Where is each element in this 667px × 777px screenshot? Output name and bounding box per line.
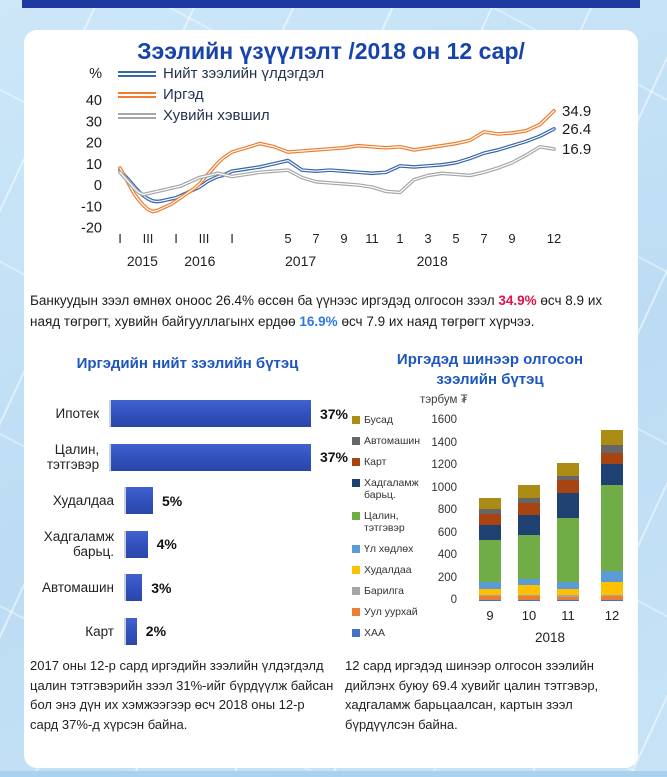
bar (126, 487, 153, 514)
x-axis-tick: I (230, 231, 234, 246)
stacked-y-tick: 800 (437, 504, 457, 516)
y-axis-tick: -10 (81, 199, 102, 216)
y-axis-tick: -20 (81, 220, 102, 237)
legend-line-swatch (118, 92, 156, 98)
x-axis-year-label: 2016 (184, 253, 216, 269)
summary-part1: Банкуудын зээл өмнөх оноос 26.4% өссөн ба үүнээс иргэдэд олгосон зээл (30, 293, 499, 308)
bar-segment (601, 571, 623, 582)
bar-segment (601, 453, 623, 465)
hbar-chart-title: Иргэдийн нийт зээлийн бүтэц (76, 355, 299, 372)
bar-segment (557, 463, 579, 476)
bar-segment (557, 518, 579, 582)
legend-item (118, 84, 324, 105)
x-axis-tick: 3 (424, 231, 432, 246)
stacked-x-tick: 10 (521, 608, 537, 623)
loan-structure-bar-chart (30, 392, 348, 653)
bar-category-label: Худалдаа (52, 493, 114, 509)
bar-category-label: Ипотек (55, 406, 100, 422)
y-axis-tick: 0 (93, 178, 102, 194)
legend-label: ХАА (364, 626, 386, 639)
bar-segment (518, 503, 540, 515)
legend-label: Уул уурхай (364, 605, 418, 618)
legend-label: Нийт зээлийн үлдэгдэл (163, 65, 325, 82)
stacked-bar (518, 485, 540, 601)
line-chart-legend (118, 63, 324, 126)
bar-row (30, 436, 348, 480)
bottom-accent-strip (0, 771, 667, 777)
x-axis-tick: 5 (284, 231, 292, 246)
bar (126, 618, 137, 645)
bar (111, 444, 311, 471)
bar-value-label: 5% (162, 492, 183, 509)
series-end-value-label: 26.4 (562, 120, 592, 138)
legend-label: Иргэд (163, 86, 204, 103)
bar-track (124, 487, 348, 514)
x-axis-tick: III (198, 231, 210, 246)
bar-segment (479, 540, 501, 582)
bar-segment (601, 600, 623, 601)
stacked-y-tick: 0 (450, 594, 457, 606)
stacked-y-tick: 600 (437, 526, 457, 539)
bar-segment (557, 582, 579, 589)
bar-segment (518, 600, 540, 601)
legend-color-swatch (352, 416, 360, 424)
stacked-y-tick: 1000 (431, 481, 457, 494)
top-accent-bar (22, 0, 640, 8)
legend-line-swatch (118, 113, 156, 119)
legend-label: Карт (364, 455, 387, 468)
legend-label: Хадгаламж барьц. (364, 476, 419, 501)
bar-segment (601, 485, 623, 572)
summary-part2: өсч 8.9 их наяд төгрөгт, хувийн байгууллагынх ердөө (30, 293, 603, 329)
stacked-y-tick: 1600 (431, 414, 457, 426)
x-axis-tick: I (118, 231, 122, 246)
x-axis-tick: 1 (396, 231, 404, 246)
x-axis-year-label: 2017 (285, 253, 317, 269)
legend-color-swatch (352, 608, 360, 616)
legend-label: Үл хөдлөх (364, 543, 414, 556)
line-series (120, 129, 554, 202)
bar-segment (557, 600, 579, 601)
bar-value-label: 37% (319, 449, 348, 466)
bar-category-label: Хадгаламж барьц. (43, 529, 114, 560)
bar-segment (557, 589, 579, 596)
legend-label: Барилга (364, 584, 405, 597)
line-series (120, 129, 554, 202)
bar-row (30, 566, 348, 610)
bar-category-label: Автомашин (41, 580, 114, 596)
bar-segment (557, 493, 579, 518)
bar-segment (557, 480, 579, 493)
legend-line-swatch (118, 71, 156, 77)
footnote-left: 2017 оны 12-р сард иргэдийн зээлийн үлдэгдэлд цалин тэтгэвэрийн зээл 31%-ийг бүрдүүлж байсан бол энэ дүн их хэмжээгээр өсч 2018 оны 12-р сард 37%-д хүрсэн байна. (30, 658, 334, 732)
bar (111, 400, 311, 427)
bar-track (124, 531, 348, 558)
bar-category-label: Карт (85, 623, 114, 639)
legend-label: Автомашин (364, 434, 421, 447)
bar (126, 574, 142, 601)
stacked-x-tick: 12 (604, 608, 620, 623)
legend-label: Хувийн хэвшил (163, 107, 270, 124)
bar-segment (601, 464, 623, 484)
bar-segment (518, 585, 540, 595)
x-axis-tick: 7 (480, 231, 488, 246)
legend-color-swatch (352, 629, 360, 637)
bar-segment (479, 525, 501, 540)
stacked-chart-unit-label: тэрбум ₮ (420, 394, 468, 406)
stacked-y-tick: 200 (437, 571, 457, 584)
bar-value-label: 3% (151, 579, 172, 596)
x-axis-tick: 5 (452, 231, 460, 246)
bar-segment (479, 514, 501, 524)
legend-color-swatch (352, 437, 360, 445)
bar-category-label: Цалин, тэтгэвэр (46, 442, 100, 473)
bar-row (30, 523, 348, 567)
bar-track (109, 400, 348, 427)
legend-color-swatch (352, 587, 360, 595)
stacked-chart-title: Иргэдэд шинээр олгосон зээлийн бүтэц (396, 351, 584, 388)
bar-track (124, 574, 348, 601)
bar-segment (479, 498, 501, 509)
bar-segment (601, 445, 623, 453)
bar-segment (601, 430, 623, 445)
legend-color-swatch (352, 566, 360, 574)
series-end-value-label: 34.9 (562, 102, 592, 120)
bar-value-label: 4% (156, 536, 177, 553)
bar-row (30, 479, 348, 523)
x-axis-tick: 9 (340, 231, 348, 246)
y-axis-tick: 10 (85, 156, 102, 173)
x-axis-tick: 9 (508, 231, 516, 246)
legend-item (352, 627, 426, 639)
summary-highlight-red: 34.9% (498, 293, 537, 308)
bar-segment (518, 485, 540, 498)
bar-segment (518, 535, 540, 579)
footnote-right: 12 сард иргэдэд шинээр олгосон зээлийн дийлэнх буюу 69.4 хувийг цалин тэтгэвэр, хадгаламж барьцаалсан, картын зээл бүрдүүлсэн байна. (345, 658, 599, 732)
bar-row (30, 610, 348, 654)
stacked-x-tick: 11 (561, 608, 575, 623)
stacked-bar (601, 430, 623, 601)
bar-value-label: 2% (145, 623, 167, 640)
legend-item (352, 606, 426, 618)
y-axis-tick: 20 (85, 135, 102, 152)
series-end-value-label: 16.9 (562, 141, 592, 159)
bar-segment (479, 582, 501, 589)
y-axis-tick: 40 (85, 93, 102, 109)
x-axis-tick: III (142, 231, 154, 246)
bar-segment (518, 579, 540, 586)
x-axis-year-label: 2018 (416, 253, 448, 269)
bar-segment (479, 600, 501, 601)
stacked-bar (557, 463, 579, 601)
x-axis-tick: 12 (546, 231, 562, 246)
x-axis-year-label: 2015 (126, 253, 158, 269)
legend-color-swatch (352, 512, 360, 520)
y-axis-tick: 30 (85, 114, 102, 131)
bar-value-label: 37% (319, 405, 348, 422)
stacked-y-tick: 1200 (431, 459, 457, 471)
legend-item (118, 63, 324, 84)
legend-label: Худалдаа (364, 564, 412, 576)
bar-segment (518, 515, 540, 535)
summary-part3: өсч 7.9 их наяд төгрөгт хүрчээ. (337, 313, 535, 329)
summary-text (30, 291, 628, 333)
legend-label: Бусад (364, 414, 394, 426)
legend-item (118, 105, 324, 126)
stacked-chart-year-label: 2018 (534, 630, 566, 645)
stacked-y-tick: 400 (437, 549, 457, 561)
bar (126, 531, 148, 558)
legend-label: Цалин, тэтгэвэр (364, 509, 405, 535)
bar-row (30, 392, 348, 436)
stacked-y-tick: 1400 (431, 436, 457, 449)
summary-highlight-blue: 16.9% (299, 313, 338, 329)
legend-color-swatch (352, 479, 360, 487)
page-title: Зээлийн үзүүлэлт /2018 он 12 сар/ (137, 38, 525, 64)
stacked-x-tick: 9 (486, 608, 494, 623)
legend-color-swatch (352, 545, 360, 553)
legend-color-swatch (352, 458, 360, 466)
stacked-bar (479, 498, 501, 601)
bar-track (109, 444, 348, 471)
bar-segment (601, 582, 623, 594)
bar-track (124, 618, 348, 645)
x-axis-tick: 7 (312, 231, 320, 246)
x-axis-tick: I (174, 231, 178, 246)
y-axis-unit-label: % (89, 66, 102, 82)
content-card (24, 30, 638, 768)
x-axis-tick: 11 (365, 231, 379, 246)
